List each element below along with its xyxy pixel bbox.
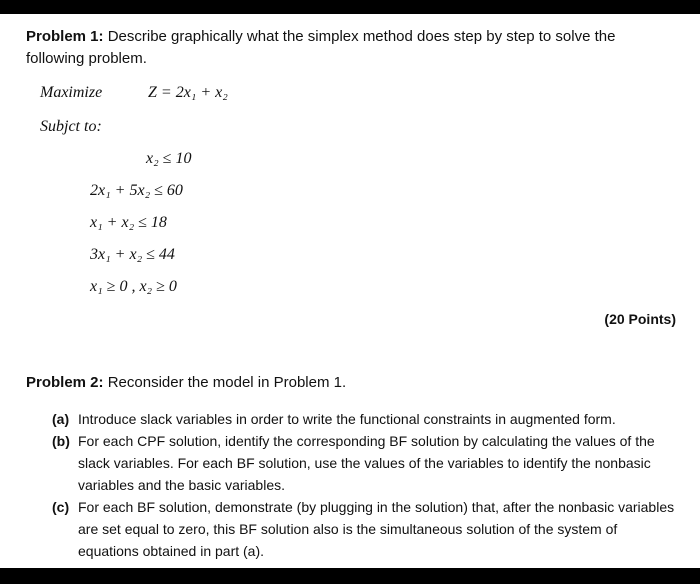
constraint-1: x₂ ≤ 10 xyxy=(146,150,192,167)
problem1-text: Describe graphically what the simplex method does step by step to solve the following problem. xyxy=(26,28,616,67)
part-a-label: (a) xyxy=(52,411,70,427)
part-b xyxy=(52,430,680,496)
part-c-label: (c) xyxy=(52,499,70,515)
maximize-label: Maximize xyxy=(40,84,103,101)
objective-function: Z = 2x₁ + x₂ xyxy=(148,84,228,101)
part-a-text: Introduce slack variables in order to write the functional constraints in augmented form. xyxy=(78,411,616,427)
part-b-label: (b) xyxy=(52,433,70,449)
problem2-statement xyxy=(26,374,346,391)
part-c-text: For each BF solution, demonstrate (by plugging in the solution) that, after the nonbasic variables are set equal to zero, this BF solution also is the simultaneous solution of the system of equations obtained in part (a). xyxy=(78,499,675,559)
constraint-3: x₁ + x₂ ≤ 18 xyxy=(90,214,167,231)
problem1-statement xyxy=(26,26,666,70)
problem2-parts xyxy=(52,408,680,562)
constraint-4: 3x₁ + x₂ ≤ 44 xyxy=(90,246,175,263)
part-a xyxy=(52,408,680,430)
constraint-2: 2x₁ + 5x₂ ≤ 60 xyxy=(90,182,183,199)
document-page xyxy=(0,14,700,568)
constraint-nonnegativity: x₁ ≥ 0 , x₂ ≥ 0 xyxy=(90,278,177,295)
points-label: (20 Points) xyxy=(604,311,676,327)
problem1-label: Problem 1: xyxy=(26,28,104,45)
part-c xyxy=(52,496,680,562)
problem2-text: Reconsider the model in Problem 1. xyxy=(107,374,347,391)
problem2-label: Problem 2: xyxy=(26,374,104,391)
part-b-text: For each CPF solution, identify the corresponding BF solution by calculating the values of the slack variables. For each BF solution, use the values of the variables to identify the nonbasic variables and the basic variables. xyxy=(78,433,655,493)
subject-to-label: Subjct to: xyxy=(40,118,102,135)
